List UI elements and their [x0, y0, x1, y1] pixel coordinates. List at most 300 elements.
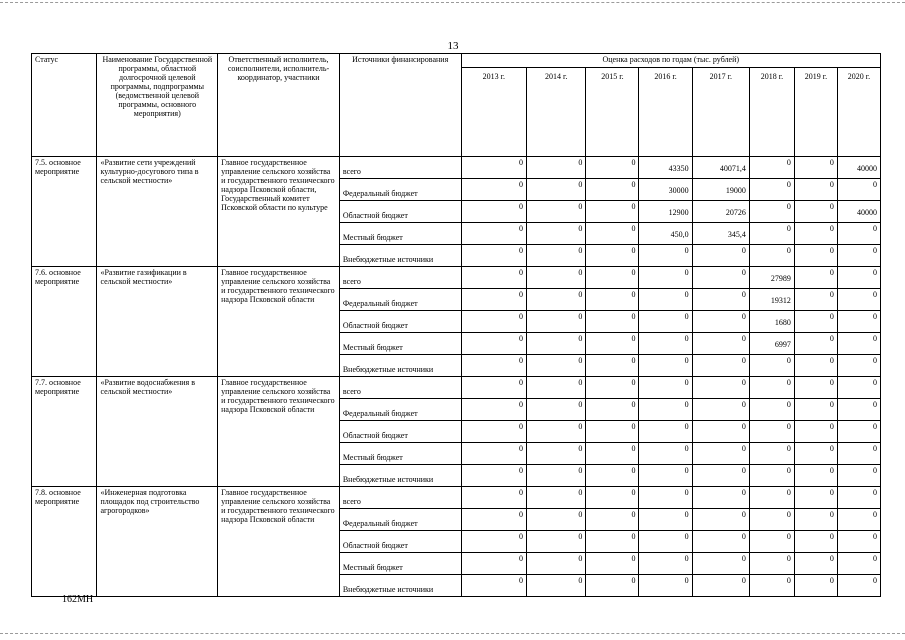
amount-value: 0	[741, 334, 746, 343]
amount-cell	[749, 157, 794, 179]
footer-code: 162МН	[62, 594, 94, 605]
amount-value: 450,0	[670, 230, 689, 239]
amount-cell	[749, 443, 794, 465]
amount-value: 0	[829, 554, 834, 563]
amount-value: 0	[578, 180, 583, 189]
amount-cell	[586, 531, 639, 553]
amount-value: 345,4	[727, 230, 746, 239]
row-status: 7.5. основное мероприятие	[32, 157, 97, 267]
row-responsible: Главное государственное управление сельского хозяйства и государственного технического надзора Псковской области	[218, 377, 340, 487]
amount-value: 0	[519, 180, 523, 189]
amount-cell	[639, 399, 692, 421]
funding-source: Внебюджетные источники	[339, 575, 461, 597]
amount-cell	[527, 465, 586, 487]
funding-source: Областной бюджет	[339, 201, 461, 223]
amount-cell	[692, 465, 749, 487]
amount-cell	[749, 399, 794, 421]
row-responsible: Главное государственное управление сельского хозяйства и государственного технического надзора Псковской области	[218, 487, 340, 597]
amount-cell	[837, 553, 880, 575]
amount-cell	[527, 377, 586, 399]
funding-source: Местный бюджет	[339, 333, 461, 355]
amount-cell	[639, 421, 692, 443]
amount-cell	[692, 355, 749, 377]
amount-cell	[461, 575, 526, 597]
amount-cell	[586, 509, 639, 531]
amount-value: 0	[684, 532, 689, 541]
amount-value: 0	[578, 158, 583, 167]
amount-value: 0	[578, 224, 583, 233]
amount-cell	[586, 377, 639, 399]
amount-cell	[527, 179, 586, 201]
amount-value: 0	[519, 158, 523, 167]
amount-cell	[639, 377, 692, 399]
amount-value: 19000	[725, 186, 746, 195]
amount-cell	[586, 245, 639, 267]
amount-cell	[527, 333, 586, 355]
amount-value: 0	[873, 488, 877, 497]
amount-value: 0	[829, 378, 834, 387]
amount-cell	[794, 201, 837, 223]
amount-cell	[639, 575, 692, 597]
amount-value: 40000	[857, 208, 877, 217]
amount-value: 0	[684, 576, 689, 585]
amount-value: 0	[519, 400, 523, 409]
amount-cell	[794, 509, 837, 531]
amount-cell	[749, 289, 794, 311]
amount-cell	[794, 465, 837, 487]
amount-cell	[639, 179, 692, 201]
amount-value: 0	[873, 576, 877, 585]
row-responsible: Главное государственное управление сельского хозяйства и государственного технического надзора Псковской области	[218, 267, 340, 377]
amount-value: 0	[631, 268, 636, 277]
amount-cell	[586, 311, 639, 333]
amount-value: 0	[684, 268, 689, 277]
amount-value: 0	[873, 356, 877, 365]
amount-cell	[794, 377, 837, 399]
amount-value: 0	[578, 246, 583, 255]
funding-source: Областной бюджет	[339, 531, 461, 553]
amount-value: 0	[578, 268, 583, 277]
amount-value: 0	[578, 466, 583, 475]
amount-value: 0	[786, 510, 791, 519]
amount-cell	[639, 223, 692, 245]
amount-cell	[586, 399, 639, 421]
amount-value: 0	[829, 532, 834, 541]
funding-source: Внебюджетные источники	[339, 355, 461, 377]
expense-table	[31, 53, 881, 597]
funding-source: Областной бюджет	[339, 421, 461, 443]
amount-cell	[527, 531, 586, 553]
amount-value: 0	[519, 554, 523, 563]
header-year: 2018 г.	[749, 68, 794, 157]
amount-value: 19312	[770, 296, 791, 305]
amount-cell	[527, 553, 586, 575]
amount-value: 0	[873, 290, 877, 299]
amount-value: 0	[829, 246, 834, 255]
amount-cell	[639, 465, 692, 487]
funding-source: всего	[339, 487, 461, 509]
amount-value: 0	[578, 532, 583, 541]
amount-value: 0	[578, 576, 583, 585]
amount-cell	[527, 443, 586, 465]
header-status: Статус	[32, 54, 97, 157]
header-responsible: Ответственный исполнитель, соисполнители, исполнитель-координатор, участники	[218, 54, 340, 157]
amount-value: 0	[519, 312, 523, 321]
amount-value: 0	[631, 180, 636, 189]
amount-cell	[639, 267, 692, 289]
amount-value: 0	[786, 202, 791, 211]
amount-value: 0	[873, 268, 877, 277]
amount-value: 0	[786, 224, 791, 233]
amount-value: 0	[519, 466, 523, 475]
amount-cell	[461, 157, 526, 179]
amount-cell	[527, 311, 586, 333]
amount-cell	[639, 531, 692, 553]
amount-cell	[692, 377, 749, 399]
amount-cell	[527, 267, 586, 289]
amount-cell	[461, 509, 526, 531]
amount-cell	[586, 289, 639, 311]
amount-cell	[794, 575, 837, 597]
amount-cell	[692, 245, 749, 267]
amount-cell	[461, 421, 526, 443]
amount-value: 0	[873, 466, 877, 475]
amount-value: 0	[873, 532, 877, 541]
header-sources: Источники финансирования	[339, 54, 461, 157]
amount-value: 0	[786, 158, 791, 167]
amount-value: 0	[578, 202, 583, 211]
amount-cell	[794, 333, 837, 355]
amount-value: 0	[684, 312, 689, 321]
amount-cell	[749, 333, 794, 355]
amount-cell	[837, 443, 880, 465]
amount-cell	[527, 245, 586, 267]
amount-cell	[749, 553, 794, 575]
table-header	[32, 54, 881, 157]
amount-cell	[586, 223, 639, 245]
amount-value: 0	[786, 180, 791, 189]
amount-cell	[586, 157, 639, 179]
amount-cell	[639, 333, 692, 355]
amount-cell	[639, 201, 692, 223]
amount-cell	[586, 553, 639, 575]
amount-value: 0	[631, 422, 636, 431]
amount-cell	[527, 355, 586, 377]
row-status: 7.7. основное мероприятие	[32, 377, 97, 487]
amount-value: 0	[578, 554, 583, 563]
table-row	[32, 267, 881, 289]
amount-cell	[586, 575, 639, 597]
amount-value: 0	[519, 576, 523, 585]
amount-cell	[837, 465, 880, 487]
funding-source: Местный бюджет	[339, 553, 461, 575]
amount-cell	[794, 223, 837, 245]
amount-cell	[837, 333, 880, 355]
amount-value: 0	[684, 290, 689, 299]
amount-cell	[639, 245, 692, 267]
row-status: 7.8. основное мероприятие	[32, 487, 97, 597]
amount-value: 0	[873, 378, 877, 387]
amount-value: 0	[631, 334, 636, 343]
amount-value: 12900	[668, 208, 689, 217]
table-row	[32, 157, 881, 179]
amount-cell	[837, 509, 880, 531]
funding-source: всего	[339, 157, 461, 179]
amount-cell	[586, 267, 639, 289]
amount-cell	[586, 355, 639, 377]
amount-value: 0	[829, 356, 834, 365]
row-program-name: «Инженерная подготовка площадок под строительство агрогородков»	[97, 487, 218, 597]
amount-cell	[527, 575, 586, 597]
amount-cell	[527, 399, 586, 421]
header-year: 2016 г.	[639, 68, 692, 157]
amount-value: 0	[578, 444, 583, 453]
amount-cell	[692, 509, 749, 531]
amount-cell	[461, 377, 526, 399]
header-name: Наименование Государственной программы, областной долгосрочной целевой программы, подпрограммы (ведомственной целевой программы, основного мероприятия)	[97, 54, 218, 157]
amount-cell	[749, 465, 794, 487]
funding-source: Местный бюджет	[339, 443, 461, 465]
amount-cell	[461, 531, 526, 553]
amount-cell	[837, 575, 880, 597]
funding-source: Федеральный бюджет	[339, 509, 461, 531]
amount-value: 0	[873, 334, 877, 343]
amount-value: 20726	[725, 208, 746, 217]
amount-value: 0	[741, 488, 746, 497]
amount-value: 0	[829, 576, 834, 585]
amount-cell	[692, 267, 749, 289]
amount-value: 0	[684, 510, 689, 519]
amount-value: 0	[631, 532, 636, 541]
amount-cell	[749, 245, 794, 267]
amount-value: 0	[741, 290, 746, 299]
amount-cell	[837, 355, 880, 377]
amount-value: 40000	[857, 164, 877, 173]
amount-value: 0	[631, 356, 636, 365]
amount-cell	[749, 201, 794, 223]
amount-value: 0	[631, 510, 636, 519]
amount-cell	[837, 377, 880, 399]
amount-value: 0	[631, 246, 636, 255]
amount-cell	[837, 245, 880, 267]
amount-cell	[527, 487, 586, 509]
amount-cell	[461, 223, 526, 245]
amount-value: 0	[829, 488, 834, 497]
amount-value: 0	[684, 334, 689, 343]
amount-cell	[692, 289, 749, 311]
amount-value: 0	[873, 312, 877, 321]
amount-value: 0	[578, 356, 583, 365]
scan-edge-top	[0, 2, 905, 3]
row-responsible: Главное государственное управление сельского хозяйства и государственного технического надзора Псковской области, Государственный комитет Псковской области по культуре	[218, 157, 340, 267]
amount-value: 0	[741, 268, 746, 277]
amount-cell	[692, 575, 749, 597]
amount-cell	[639, 509, 692, 531]
amount-cell	[749, 377, 794, 399]
row-program-name: «Развитие газификации в сельской местности»	[97, 267, 218, 377]
amount-cell	[749, 311, 794, 333]
table-row	[32, 487, 881, 509]
amount-value: 0	[631, 488, 636, 497]
amount-value: 40071,4	[719, 164, 746, 173]
amount-value: 0	[684, 246, 689, 255]
amount-value: 0	[829, 510, 834, 519]
amount-value: 0	[873, 224, 877, 233]
amount-cell	[794, 179, 837, 201]
amount-cell	[837, 179, 880, 201]
amount-cell	[749, 179, 794, 201]
amount-value: 0	[519, 356, 523, 365]
amount-value: 0	[578, 422, 583, 431]
amount-value: 0	[519, 246, 523, 255]
amount-value: 0	[873, 246, 877, 255]
amount-value: 0	[741, 378, 746, 387]
amount-value: 0	[684, 554, 689, 563]
amount-cell	[586, 201, 639, 223]
amount-cell	[794, 487, 837, 509]
amount-value: 30000	[668, 186, 689, 195]
amount-value: 0	[829, 312, 834, 321]
funding-source: Федеральный бюджет	[339, 179, 461, 201]
amount-value: 0	[786, 378, 791, 387]
header-year: 2015 г.	[586, 68, 639, 157]
amount-value: 0	[578, 400, 583, 409]
amount-cell	[461, 487, 526, 509]
amount-cell	[639, 157, 692, 179]
amount-cell	[692, 443, 749, 465]
amount-value: 0	[684, 400, 689, 409]
amount-cell	[586, 487, 639, 509]
amount-value: 0	[519, 334, 523, 343]
amount-cell	[527, 289, 586, 311]
amount-cell	[794, 245, 837, 267]
amount-value: 0	[741, 444, 746, 453]
amount-cell	[461, 289, 526, 311]
amount-value: 0	[684, 444, 689, 453]
header-year: 2019 г.	[794, 68, 837, 157]
amount-cell	[461, 355, 526, 377]
amount-value: 0	[741, 400, 746, 409]
row-program-name: «Развитие сети учреждений культурно-досугового типа в сельской местности»	[97, 157, 218, 267]
amount-cell	[794, 553, 837, 575]
header-estimate: Оценка расходов по годам (тыс. рублей)	[461, 54, 880, 68]
amount-value: 0	[786, 488, 791, 497]
amount-cell	[461, 465, 526, 487]
amount-cell	[837, 267, 880, 289]
amount-cell	[639, 355, 692, 377]
amount-value: 0	[873, 554, 877, 563]
amount-cell	[586, 421, 639, 443]
row-status: 7.6. основное мероприятие	[32, 267, 97, 377]
amount-cell	[749, 575, 794, 597]
amount-cell	[639, 311, 692, 333]
amount-value: 0	[741, 422, 746, 431]
amount-value: 1680	[774, 318, 791, 327]
amount-cell	[461, 245, 526, 267]
amount-value: 0	[829, 334, 834, 343]
amount-value: 0	[873, 510, 877, 519]
amount-value: 0	[873, 400, 877, 409]
amount-cell	[794, 421, 837, 443]
amount-value: 6997	[774, 340, 791, 349]
amount-cell	[461, 311, 526, 333]
amount-value: 0	[519, 268, 523, 277]
amount-cell	[837, 157, 880, 179]
amount-value: 0	[519, 202, 523, 211]
amount-cell	[586, 443, 639, 465]
amount-value: 0	[684, 466, 689, 475]
amount-value: 0	[631, 554, 636, 563]
amount-value: 0	[631, 444, 636, 453]
amount-value: 27989	[770, 274, 791, 283]
amount-value: 0	[741, 576, 746, 585]
amount-value: 0	[786, 400, 791, 409]
amount-value: 0	[631, 158, 636, 167]
amount-cell	[461, 443, 526, 465]
amount-value: 0	[684, 356, 689, 365]
amount-cell	[461, 267, 526, 289]
amount-value: 0	[786, 356, 791, 365]
table-row	[32, 377, 881, 399]
amount-cell	[527, 201, 586, 223]
amount-value: 0	[786, 246, 791, 255]
amount-cell	[461, 201, 526, 223]
scan-edge-bottom	[0, 633, 905, 634]
amount-cell	[837, 223, 880, 245]
amount-value: 0	[684, 422, 689, 431]
amount-cell	[639, 553, 692, 575]
funding-source: всего	[339, 267, 461, 289]
amount-cell	[749, 267, 794, 289]
amount-value: 0	[519, 532, 523, 541]
amount-value: 0	[631, 466, 636, 475]
amount-value: 0	[578, 510, 583, 519]
funding-source: Областной бюджет	[339, 311, 461, 333]
amount-value: 0	[741, 532, 746, 541]
amount-cell	[527, 157, 586, 179]
amount-value: 0	[519, 378, 523, 387]
amount-cell	[692, 553, 749, 575]
amount-cell	[692, 333, 749, 355]
amount-value: 0	[829, 290, 834, 299]
amount-value: 0	[741, 554, 746, 563]
amount-cell	[586, 179, 639, 201]
amount-value: 0	[519, 510, 523, 519]
amount-value: 0	[873, 422, 877, 431]
amount-value: 0	[578, 290, 583, 299]
funding-source: Федеральный бюджет	[339, 289, 461, 311]
amount-value: 0	[578, 312, 583, 321]
amount-cell	[692, 179, 749, 201]
amount-value: 0	[786, 422, 791, 431]
amount-value: 0	[631, 400, 636, 409]
amount-value: 0	[741, 466, 746, 475]
amount-cell	[749, 509, 794, 531]
amount-cell	[461, 179, 526, 201]
amount-value: 0	[741, 356, 746, 365]
amount-value: 0	[786, 554, 791, 563]
amount-cell	[749, 223, 794, 245]
amount-value: 0	[873, 444, 877, 453]
amount-cell	[586, 333, 639, 355]
amount-value: 0	[786, 576, 791, 585]
amount-value: 0	[829, 268, 834, 277]
amount-cell	[527, 509, 586, 531]
amount-value: 0	[519, 290, 523, 299]
amount-value: 0	[829, 466, 834, 475]
amount-value: 0	[684, 378, 689, 387]
header-year: 2014 г.	[527, 68, 586, 157]
